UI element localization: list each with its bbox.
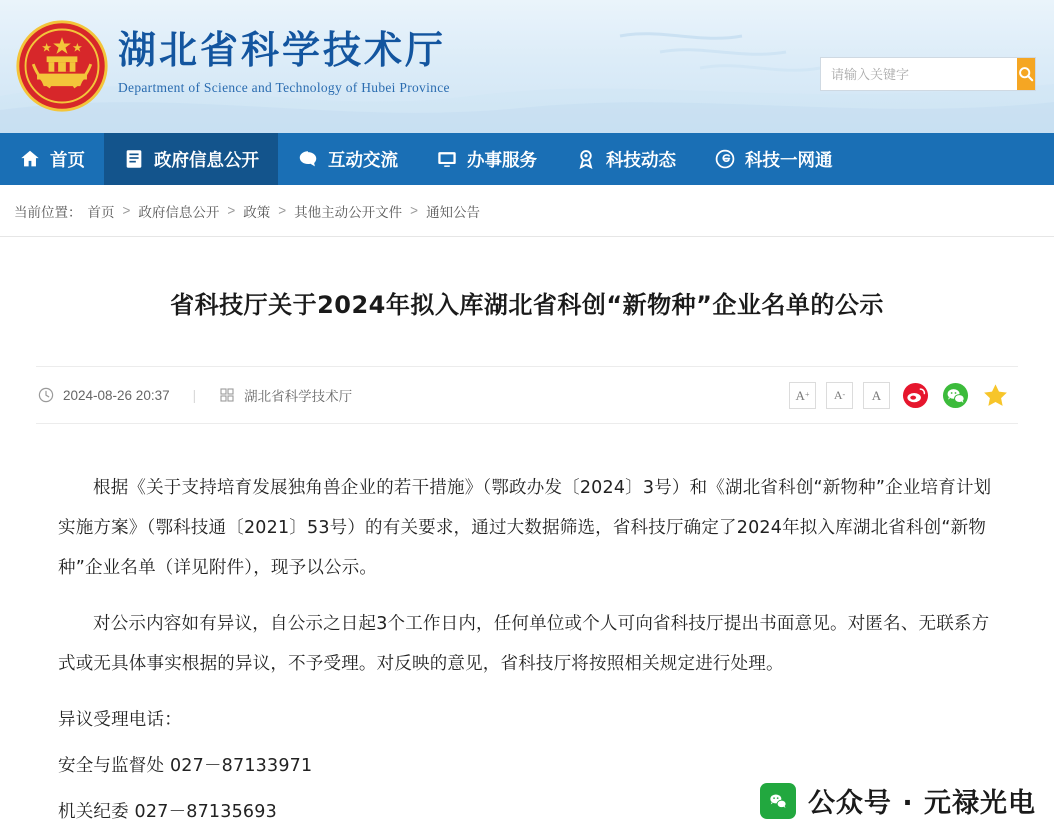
nav-item-government-info[interactable] <box>104 133 278 185</box>
home-icon <box>19 148 41 170</box>
watermark <box>760 781 1036 820</box>
article-paragraph-1: 根据《关于支持培育发展独角兽企业的若干措施》（鄂政办发〔2024〕3号）和《湖北省科创“新物种”企业培育计划实施方案》（鄂科技通〔2021〕53号）的有关要求，通过大数据筛选，省科技厅确定了2024年拟入库湖北省科创“新物种”企业名单（详见附件），现予以公示。 <box>58 478 992 578</box>
font-normal-button[interactable] <box>863 382 890 409</box>
nav-label-home: 首页 <box>50 150 85 171</box>
contact-line-1: 安全与监督处 027－87133971 <box>58 756 313 776</box>
nav-label-tech-news: 科技动态 <box>606 150 676 171</box>
breadcrumb-item-1[interactable]: 政府信息公开 <box>138 204 220 220</box>
breadcrumb <box>0 185 1054 237</box>
nav-label-services: 办事服务 <box>467 150 537 171</box>
site-title-en: Department of Science and Technology of Hubei Province <box>118 80 450 95</box>
font-normal-label: A <box>871 387 882 403</box>
breadcrumb-separator: > <box>278 203 287 218</box>
font-larger-label: A <box>795 387 805 403</box>
breadcrumb-item-2[interactable]: 政策 <box>243 204 271 220</box>
clock-icon <box>38 387 54 403</box>
article-tools <box>789 380 1010 410</box>
article-paragraph-2: 对公示内容如有异议，自公示之日起3个工作日内，任何单位或个人可向省科技厅提出书面意见。对匿名、无联系方式或无具体事实根据的异议，不予受理。对反映的意见，省科技厅将按照相关规定进行处理。 <box>58 614 990 674</box>
wechat-logo-icon <box>760 783 796 819</box>
article <box>0 237 1054 832</box>
article-meta-left <box>38 385 352 405</box>
font-smaller-label: A <box>833 388 843 402</box>
org-icon <box>219 387 235 403</box>
monitor-icon <box>436 148 458 170</box>
breadcrumb-item-0[interactable]: 首页 <box>87 204 115 220</box>
document-icon <box>123 148 145 170</box>
font-smaller-button[interactable]: A - <box>826 382 853 409</box>
wechat-share-icon[interactable] <box>940 380 970 410</box>
nav-item-home[interactable] <box>0 133 104 185</box>
favorite-star-icon[interactable] <box>980 380 1010 410</box>
search-button[interactable] <box>1017 58 1035 90</box>
article-meta-bar <box>36 366 1018 424</box>
breadcrumb-item-3[interactable]: 其他主动公开文件 <box>294 204 403 220</box>
meta-divider: | <box>192 387 197 403</box>
article-date: 2024-08-26 20:37 <box>63 387 170 403</box>
page-title: 省科技厅关于2024年拟入库湖北省科创“新物种”企业名单的公示 <box>170 291 884 319</box>
breadcrumb-separator: > <box>410 203 419 218</box>
chat-bubble-icon <box>297 148 319 170</box>
medal-icon <box>575 148 597 170</box>
search-input[interactable] <box>821 58 1017 90</box>
breadcrumb-separator: > <box>122 203 131 218</box>
breadcrumb-label: 当前位置： <box>14 204 82 220</box>
breadcrumb-item-4[interactable]: 通知公告 <box>426 204 481 220</box>
site-title-block <box>118 24 450 96</box>
article-body <box>36 424 1018 832</box>
site-header <box>0 0 1054 133</box>
nav-item-interaction[interactable] <box>278 133 417 185</box>
search-box[interactable] <box>820 57 1036 91</box>
main-navigation <box>0 133 1054 185</box>
nav-label-one-net: 科技一网通 <box>745 150 833 171</box>
watermark-text: 公众号 · 元禄光电 <box>807 788 1036 819</box>
nav-label-interaction: 互动交流 <box>328 150 398 171</box>
nav-item-services[interactable] <box>417 133 556 185</box>
font-larger-button[interactable]: A + <box>789 382 816 409</box>
contact-line-2: 机关纪委 027－87135693 <box>58 802 277 822</box>
search-icon <box>1018 66 1034 82</box>
national-emblem <box>14 18 110 114</box>
nav-item-one-net[interactable] <box>695 133 852 185</box>
site-title-cn: 湖北省科学技术厅 <box>118 28 447 72</box>
contact-heading: 异议受理电话： <box>58 710 182 730</box>
globe-icon <box>714 148 736 170</box>
breadcrumb-separator: > <box>227 203 236 218</box>
weibo-share-icon[interactable] <box>900 380 930 410</box>
nav-item-tech-news[interactable] <box>556 133 695 185</box>
article-source: 湖北省科学技术厅 <box>244 389 353 404</box>
nav-label-government-info: 政府信息公开 <box>154 150 259 171</box>
